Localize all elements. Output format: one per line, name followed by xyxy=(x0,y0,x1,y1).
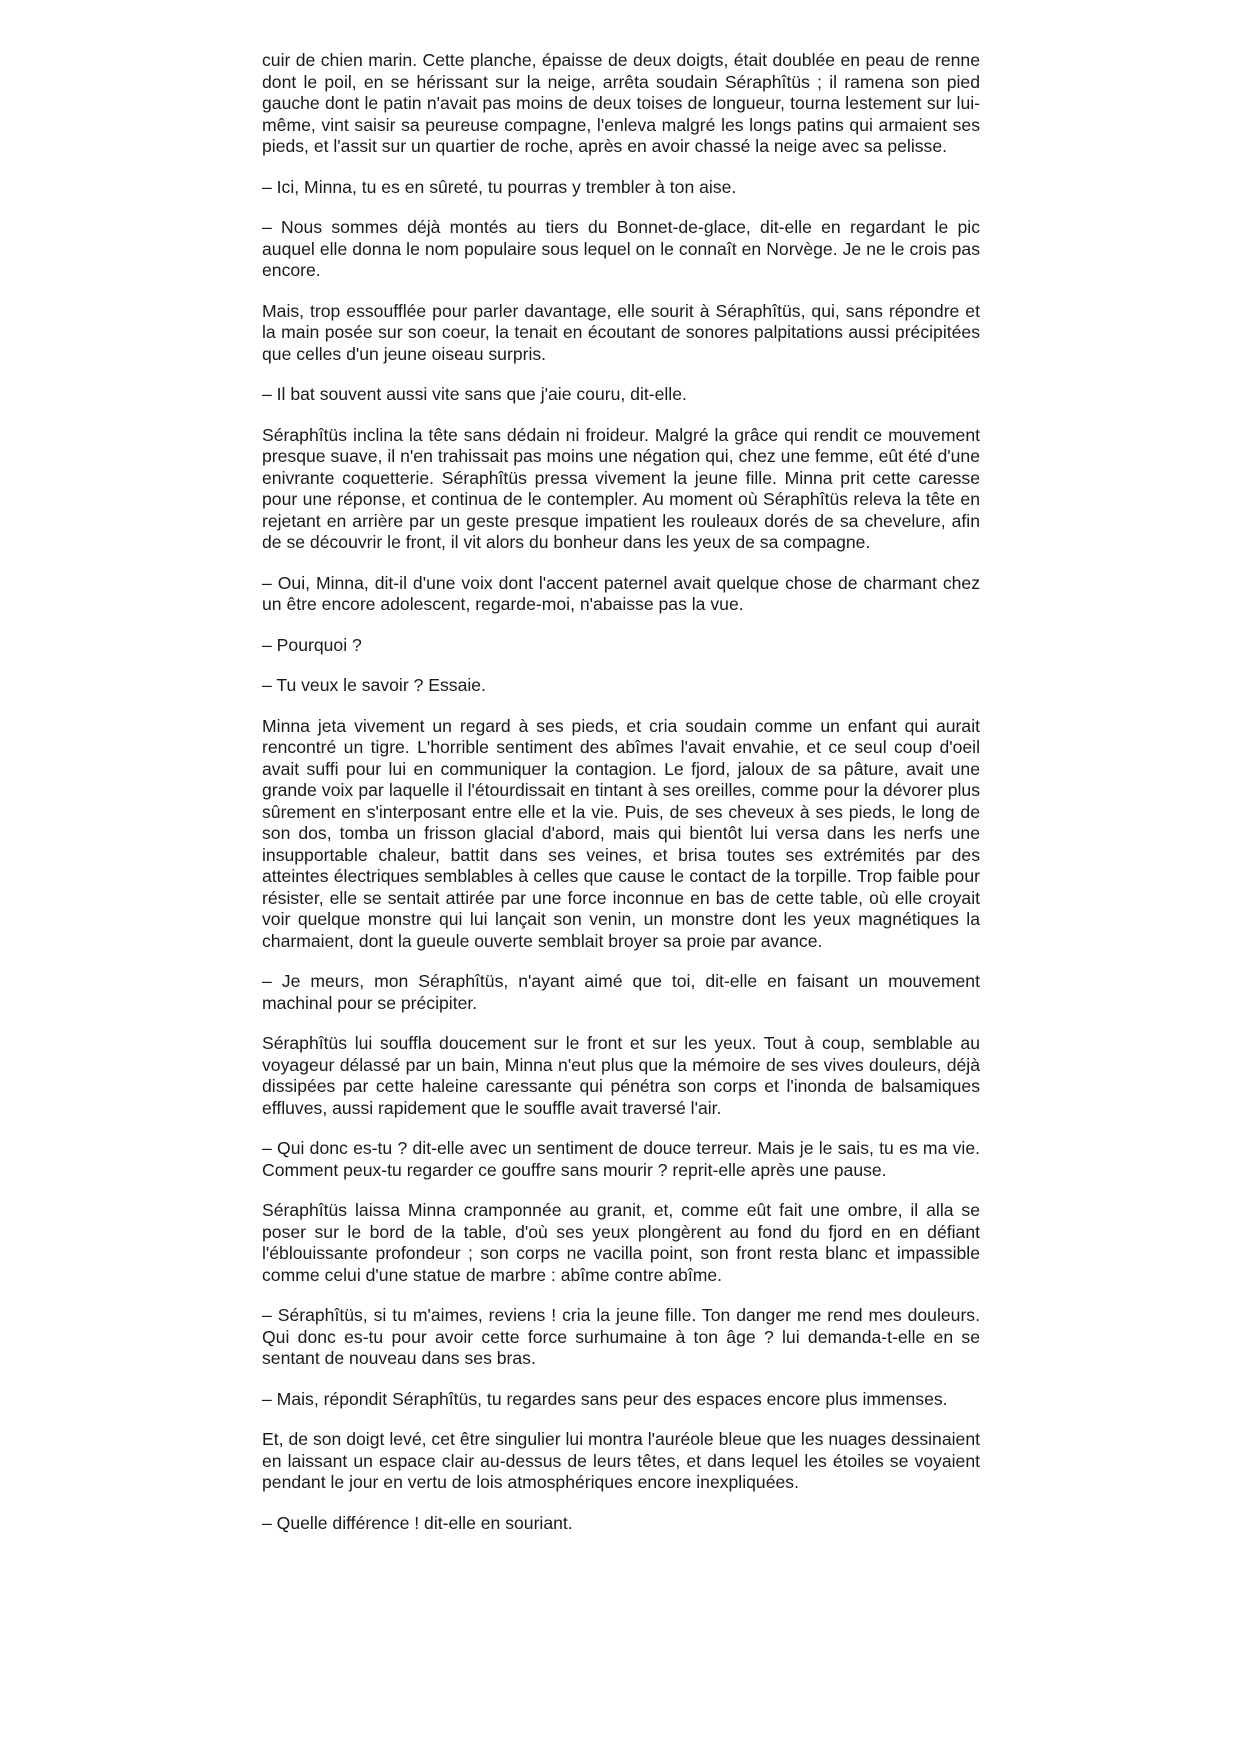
paragraph-14: Séraphîtüs laissa Minna cramponnée au granit, et, comme eût fait une ombre, il alla se poser sur le bord de la table, d'où ses yeux plongèrent au fond du fjord en en défiant l'éblouissante profondeur ; son corps ne vacilla point, son front resta blanc et impassible comme celui d'une statue de marbre : abîme contre abîme. xyxy=(262,1200,980,1285)
paragraph-11: – Je meurs, mon Séraphîtüs, n'ayant aimé que toi, dit-elle en faisant un mouvement machinal pour se précipiter. xyxy=(262,971,980,1013)
paragraph-5: – Il bat souvent aussi vite sans que j'aie couru, dit-elle. xyxy=(262,384,687,404)
paragraph-12: Séraphîtüs lui souffla doucement sur le front et sur les yeux. Tout à coup, semblable au voyageur délassé par un bain, Minna n'eut plus que la mémoire de ses vives douleurs, déjà dissipées par cette haleine caressante qui pénétra son corps et l'inonda de balsamiques effluves, aussi rapidement que le souffle avait traversé l'air. xyxy=(262,1033,980,1118)
paragraph-4: Mais, trop essoufflée pour parler davantage, elle sourit à Séraphîtüs, qui, sans répondre et la main posée sur son coeur, la tenait en écoutant de sonores palpitations aussi précipitées que celles d'un jeune oiseau surpris. xyxy=(262,300,980,364)
paragraph-3: – Nous sommes déjà montés au tiers du Bonnet-de-glace, dit-elle en regardant le pic auquel elle donna le nom populaire sous lequel on le connaît en Norvège. Je ne le crois pas encore. xyxy=(262,217,980,280)
document-page xyxy=(262,50,980,1553)
paragraph-6: Séraphîtüs inclina la tête sans dédain ni froideur. Malgré la grâce qui rendit ce mouvement presque suave, il n'en trahissait pas moins une négation qui, chez une femme, eût été d'une enivrante coquetterie. Séraphîtüs pressa vivement la jeune fille. Minna prit cette caresse pour une réponse, et continua de le contempler. Au moment où Séraphîtüs releva la tête en rejetant en arrière par un geste presque impatient les rouleaux dorés de sa chevelure, afin de se découvrir le front, il vit alors du bonheur dans les yeux de sa compagne. xyxy=(262,424,980,552)
paragraph-18: – Quelle différence ! dit-elle en souriant. xyxy=(262,1512,573,1533)
paragraph-1: cuir de chien marin. Cette planche, épaisse de deux doigts, était doublée en peau de renne dont le poil, en se hérissant sur la neige, arrêta soudain Séraphîtüs ; il ramena son pied gauche dont le patin n'avait pas moins de deux toises de longueur, tourna lestement sur lui-même, vint saisir sa peureuse compagne, l'enleva malgré les longs patins qui armaient ses pieds, et l'assit sur un quartier de roche, après en avoir chassé la neige avec sa pelisse. xyxy=(262,50,980,156)
paragraph-9: – Tu veux le savoir ? Essaie. xyxy=(262,675,486,695)
paragraph-15: – Séraphîtüs, si tu m'aimes, reviens ! cria la jeune fille. Ton danger me rend mes douleurs. Qui donc es-tu pour avoir cette force surhumaine à ton âge ? lui demanda-t-elle en se sentant de nouveau dans ses bras. xyxy=(262,1305,980,1368)
paragraph-10: Minna jeta vivement un regard à ses pieds, et cria soudain comme un enfant qui aurait rencontré un tigre. L'horrible sentiment des abîmes l'avait envahie, et ce seul coup d'oeil avait suffi pour lui en communiquer la contagion. Le fjord, jaloux de sa pâture, avait une grande voix par laquelle il l'étourdissait en tintant à ses oreilles, comme pour la dévorer plus sûrement en s'interposant entre elle et la vie. Puis, de ses cheveux à ses pieds, le long de son dos, tomba un frisson glacial d'abord, mais qui bientôt lui versa dans les nerfs une insupportable chaleur, battit dans ses veines, et brisa toutes ses extrémités par des atteintes électriques semblables à celles que cause le contact de la torpille. Trop faible pour résister, elle se sentait attirée par une force inconnue en bas de cette table, où elle croyait voir quelque monstre qui lui lançait son venin, un monstre dont les yeux magnétiques la charmaient, dont la gueule ouverte semblait broyer sa proie par avance. xyxy=(262,715,980,951)
paragraph-2: – Ici, Minna, tu es en sûreté, tu pourras y trembler à ton aise. xyxy=(262,176,737,197)
paragraph-17: Et, de son doigt levé, cet être singulier lui montra l'auréole bleue que les nuages dessinaient en laissant un espace clair au-dessus de leurs têtes, et dans lequel les étoiles se voyaient pendant le jour en vertu de lois atmosphériques encore inexpliquées. xyxy=(262,1429,980,1492)
paragraph-8: – Pourquoi ? xyxy=(262,634,362,655)
paragraph-16: – Mais, répondit Séraphîtüs, tu regardes sans peur des espaces encore plus immenses. xyxy=(262,1388,948,1409)
paragraph-7: – Oui, Minna, dit-il d'une voix dont l'accent paternel avait quelque chose de charmant chez un être encore adolescent, regarde-moi, n'abaisse pas la vue. xyxy=(262,572,980,614)
paragraph-13: – Qui donc es-tu ? dit-elle avec un sentiment de douce terreur. Mais je le sais, tu es ma vie. Comment peux-tu regarder ce gouffre sans mourir ? reprit-elle après une pause. xyxy=(262,1138,980,1180)
